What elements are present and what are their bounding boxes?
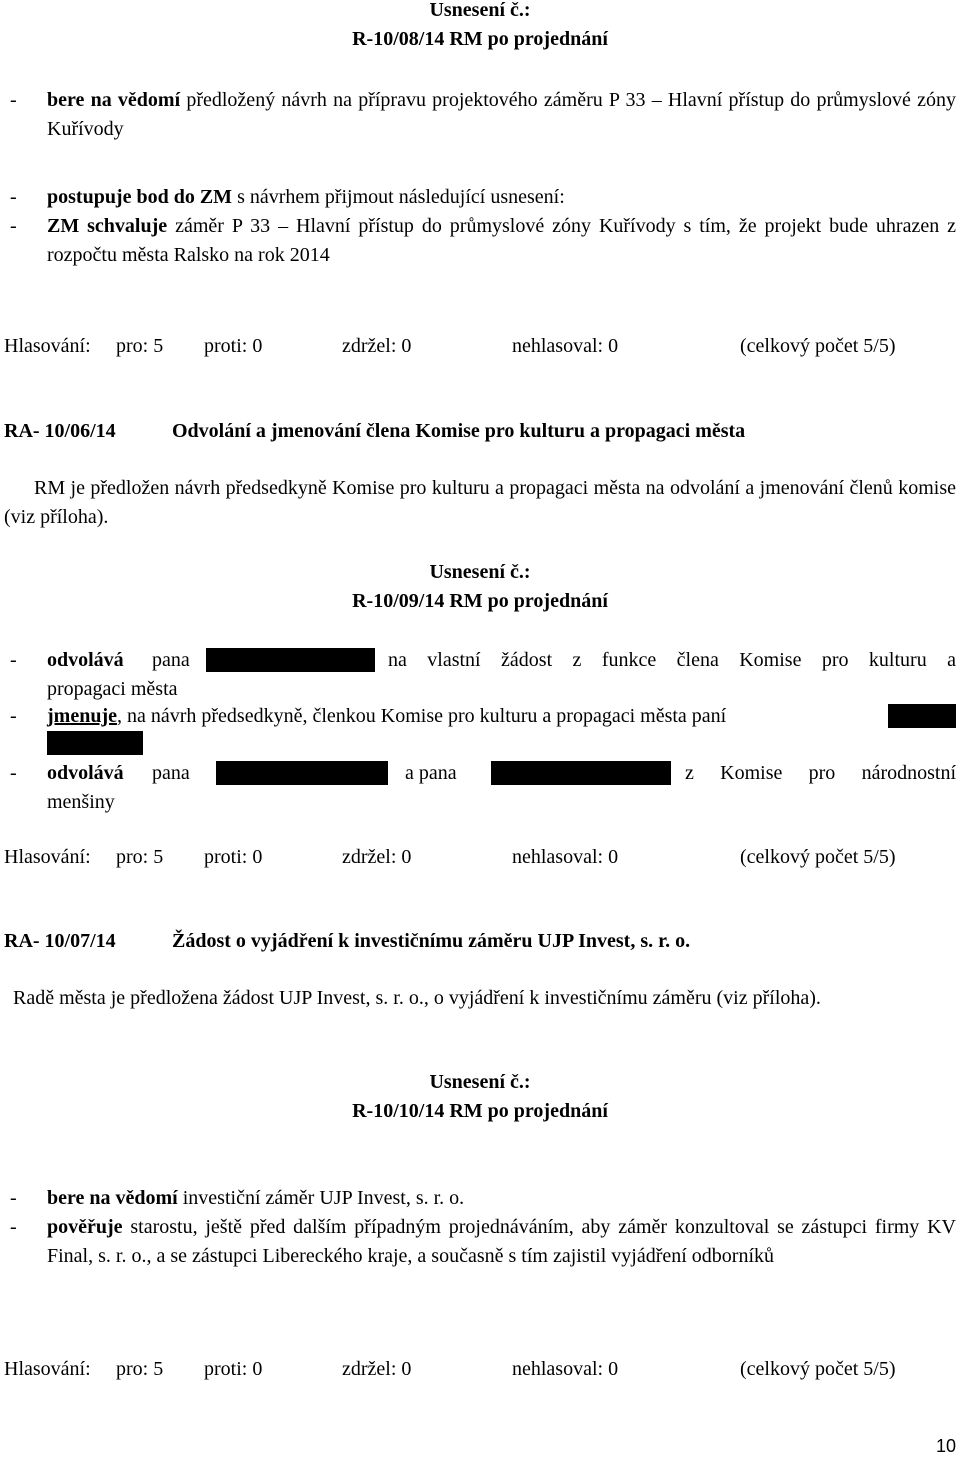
resolution-item: bere na vědomí investiční záměr UJP Invest, s. r. o. (47, 1187, 465, 1209)
vote-zdrzel: zdržel: 0 (342, 1358, 412, 1380)
resolution-heading: Usnesení č.: (429, 1071, 531, 1093)
vote-total: (celkový počet 5/5) (740, 846, 896, 868)
resolution-item-cont: menšiny (47, 791, 115, 813)
vote-proti: proti: 0 (204, 1358, 263, 1380)
resolution-item: ZM schvaluje záměr P 33 – Hlavní přístup do průmyslové zóny Kuřívody s tím, že projekt bude uhrazen z rozpočtu města Ralsko na rok 2014 (47, 215, 957, 266)
vote-label: Hlasování: (4, 846, 91, 868)
word: pana (152, 649, 190, 671)
bullet-dash: - (10, 649, 17, 671)
agenda-code: RA- 10/07/14 (4, 930, 116, 952)
resolution-number: R-10/09/14 RM po projednání (352, 590, 608, 612)
resolution-item: postupuje bod do ZM s návrhem přijmout následující usnesení: (47, 186, 565, 208)
bullet-dash: - (10, 89, 17, 111)
bullet-dash: - (10, 1216, 17, 1238)
resolution-heading: Usnesení č.: (429, 561, 531, 583)
agenda-title: Odvolání a jmenování člena Komise pro kulturu a propagaci města (172, 420, 746, 442)
resolution-item-cont: propagaci města (47, 678, 178, 700)
vote-nehlasoval: nehlasoval: 0 (512, 846, 619, 868)
page-number: 10 (935, 1436, 956, 1456)
resolution-number: R-10/08/14 RM po projednání (352, 28, 608, 50)
resolution-item: pověřuje starostu, ještě před dalším případným projednáváním, aby záměr konzultoval se zástupci firmy KV Final, s. r. o., a se zástupci Libereckého kraje, a současně s tím zajistil vyjádření odborníků (47, 1216, 956, 1267)
bullet-dash: - (10, 705, 17, 727)
resolution-item: bere na vědomí předložený návrh na přípravu projektového záměru P 33 – Hlavní přístup do průmyslové zóny Kuřívody (47, 89, 957, 140)
vote-label: Hlasování: (4, 1358, 91, 1380)
vote-total: (celkový počet 5/5) (740, 1358, 896, 1380)
vote-zdrzel: zdržel: 0 (342, 846, 412, 868)
vote-nehlasoval: nehlasoval: 0 (512, 1358, 619, 1380)
word: pana (152, 762, 190, 784)
redaction (888, 704, 956, 728)
vote-zdrzel: zdržel: 0 (342, 335, 412, 357)
agenda-text: Radě města je předložena žádost UJP Invest, s. r. o., o vyjádření k investičnímu záměru (viz příloha). (13, 987, 821, 1009)
resolution-item-line: na vlastní žádost z funkce člena Komise pro kulturu a (388, 649, 956, 671)
vote-line (4, 1355, 940, 1384)
vote-nehlasoval: nehlasoval: 0 (512, 335, 619, 357)
redaction (47, 731, 143, 755)
bullet-dash: - (10, 186, 17, 208)
resolution-item-line: z Komise pro národnostní (685, 762, 956, 784)
agenda-title: Žádost o vyjádření k investičnímu záměru UJP Invest, s. r. o. (172, 930, 691, 952)
redaction (491, 761, 671, 785)
word: a pana (405, 762, 457, 784)
vote-proti: proti: 0 (204, 846, 263, 868)
bullet-dash: - (10, 215, 17, 237)
redaction (206, 648, 375, 672)
vote-line (4, 843, 940, 872)
bullet-dash: - (10, 762, 17, 784)
agenda-code: RA- 10/06/14 (4, 420, 116, 442)
vote-proti: proti: 0 (204, 335, 263, 357)
vote-pro: pro: 5 (116, 846, 164, 868)
redaction (216, 761, 388, 785)
verb: odvolává (47, 762, 124, 784)
resolution-heading: Usnesení č.: (429, 0, 531, 21)
vote-line (4, 332, 940, 361)
vote-pro: pro: 5 (116, 335, 164, 357)
resolution-item: jmenuje, na návrh předsedkyně, členkou Komise pro kulturu a propagaci města paní (47, 705, 727, 727)
vote-total: (celkový počet 5/5) (740, 335, 896, 357)
vote-label: Hlasování: (4, 335, 91, 357)
resolution-number: R-10/10/14 RM po projednání (352, 1100, 608, 1122)
agenda-text: RM je předložen návrh předsedkyně Komise pro kulturu a propagaci města na odvolání a jmenování členů komise (viz příloha). (4, 477, 956, 528)
verb: odvolává (47, 649, 124, 671)
vote-pro: pro: 5 (116, 1358, 164, 1380)
bullet-dash: - (10, 1187, 17, 1209)
